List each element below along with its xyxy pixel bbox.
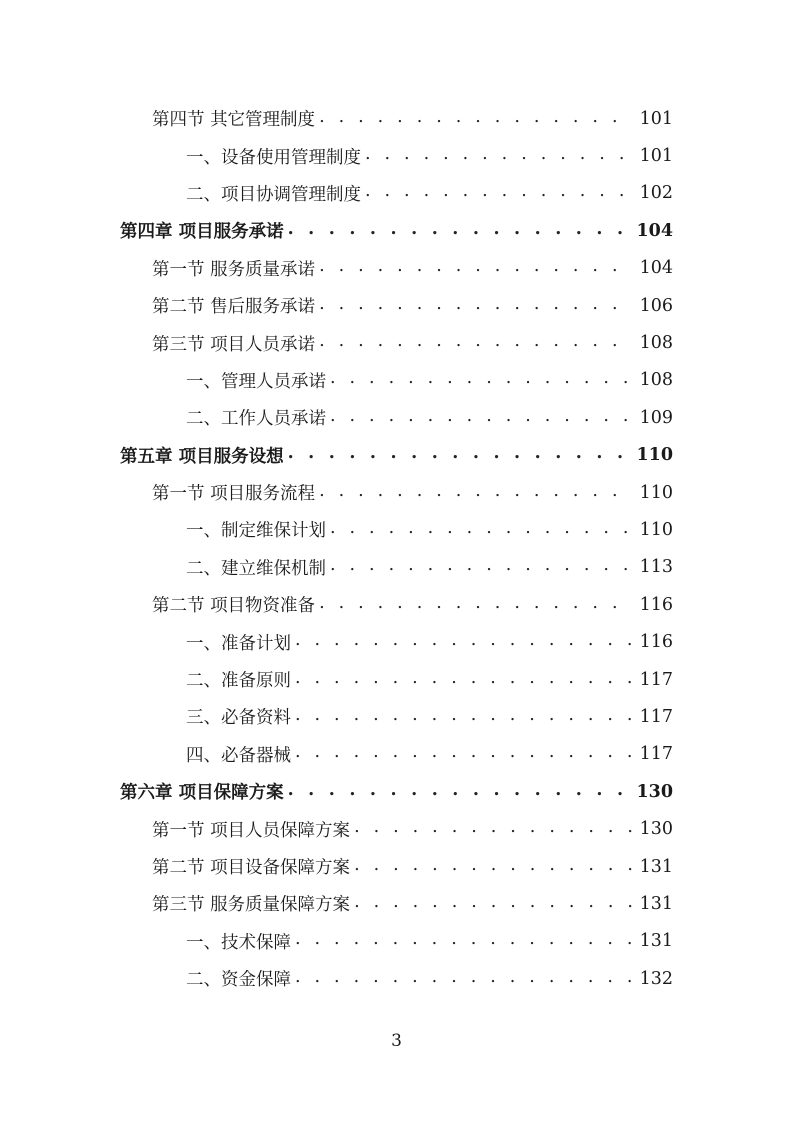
toc-entry-page: 101: [639, 108, 673, 129]
toc-section-entry[interactable]: [0, 100, 793, 137]
toc-entry-page: 117: [639, 669, 673, 690]
toc-entry-title: 一、技术保障: [186, 932, 291, 953]
toc-subsection-entry[interactable]: [0, 661, 793, 698]
toc-entry-title: 第二节 售后服务承诺: [152, 297, 316, 318]
toc-entry-title: 第一节 项目服务流程: [152, 484, 316, 505]
toc-entry-title: 第四节 其它管理制度: [152, 110, 316, 131]
toc-subsection-entry[interactable]: [0, 511, 793, 548]
toc-entry-title: 四、必备器械: [186, 745, 291, 766]
toc-dot-leader: [319, 331, 632, 351]
table-of-contents: [0, 100, 793, 997]
toc-dot-leader: [319, 294, 632, 314]
toc-subsection-entry[interactable]: [0, 623, 793, 660]
toc-entry-title: 二、资金保障: [186, 970, 291, 991]
toc-entry-title: 第一节 服务质量承诺: [152, 259, 316, 280]
toc-entry-page: 132: [639, 968, 673, 989]
toc-dot-leader: [288, 780, 629, 800]
toc-entry-page: 130: [636, 781, 673, 802]
toc-dot-leader: [365, 181, 632, 201]
toc-entry-title: 一、管理人员承诺: [186, 371, 326, 392]
toc-section-entry[interactable]: [0, 810, 793, 847]
toc-dot-leader: [319, 593, 632, 613]
toc-dot-leader: [295, 630, 632, 650]
toc-section-entry[interactable]: [0, 474, 793, 511]
toc-entry-title: 一、设备使用管理制度: [186, 147, 361, 168]
toc-dot-leader: [288, 443, 629, 463]
toc-entry-page: 131: [639, 856, 673, 877]
page-number: 3: [391, 1031, 402, 1051]
toc-entry-page: 116: [639, 632, 673, 653]
toc-entry-title: 第二节 项目物资准备: [152, 596, 316, 617]
toc-dot-leader: [365, 144, 632, 164]
toc-section-entry[interactable]: [0, 848, 793, 885]
toc-entry-title: 二、项目协调管理制度: [186, 184, 361, 205]
toc-entry-page: 117: [639, 744, 673, 765]
toc-entry-title: 二、建立维保机制: [186, 558, 326, 579]
toc-entry-page: 106: [639, 295, 673, 316]
toc-entry-page: 109: [639, 407, 673, 428]
toc-entry-title: 第三节 项目人员承诺: [152, 334, 316, 355]
toc-entry-page: 130: [639, 819, 673, 840]
toc-subsection-entry[interactable]: [0, 736, 793, 773]
toc-entry-title: 三、必备资料: [186, 708, 291, 729]
toc-subsection-entry[interactable]: [0, 175, 793, 212]
toc-dot-leader: [330, 518, 632, 538]
toc-chapter-entry[interactable]: [0, 437, 793, 474]
toc-subsection-entry[interactable]: [0, 549, 793, 586]
toc-entry-page: 113: [639, 557, 673, 578]
toc-entry-page: 108: [639, 333, 673, 354]
toc-entry-page: 116: [639, 594, 673, 615]
toc-entry-title: 一、制定维保计划: [186, 521, 326, 542]
toc-dot-leader: [354, 892, 632, 912]
toc-entry-title: 第二节 项目设备保障方案: [152, 858, 351, 878]
toc-section-entry[interactable]: [0, 586, 793, 623]
toc-dot-leader: [354, 817, 632, 837]
toc-entry-page: 110: [639, 482, 673, 503]
toc-entry-page: 101: [639, 146, 673, 167]
toc-entry-title: 第三节 服务质量保障方案: [152, 895, 351, 916]
toc-entry-title: 第四章 项目服务承诺: [120, 222, 284, 243]
toc-entry-title: 二、准备原则: [186, 671, 291, 692]
toc-entry-page: 104: [636, 220, 673, 241]
toc-entry-page: 102: [639, 183, 673, 204]
toc-dot-leader: [295, 967, 632, 987]
toc-entry-title: 第五章 项目服务设想: [120, 446, 284, 467]
toc-entry-title: 第六章 项目保障方案: [120, 783, 284, 804]
toc-subsection-entry[interactable]: [0, 137, 793, 174]
toc-entry-page: 110: [636, 445, 673, 466]
toc-dot-leader: [354, 855, 632, 875]
toc-section-entry[interactable]: [0, 250, 793, 287]
toc-entry-title: 第一节 项目人员保障方案: [152, 820, 351, 841]
toc-subsection-entry[interactable]: [0, 399, 793, 436]
toc-section-entry[interactable]: [0, 324, 793, 361]
toc-entry-page: 104: [639, 258, 673, 279]
toc-dot-leader: [319, 107, 632, 127]
toc-dot-leader: [319, 481, 632, 501]
toc-entry-title: 一、准备计划: [186, 633, 291, 654]
toc-entry-page: 110: [639, 519, 673, 540]
toc-subsection-entry[interactable]: [0, 960, 793, 997]
toc-dot-leader: [330, 555, 632, 575]
toc-chapter-entry[interactable]: [0, 773, 793, 810]
toc-chapter-entry[interactable]: [0, 212, 793, 249]
toc-subsection-entry[interactable]: [0, 362, 793, 399]
toc-dot-leader: [319, 256, 632, 276]
toc-subsection-entry[interactable]: [0, 923, 793, 960]
toc-dot-leader: [295, 705, 632, 725]
toc-entry-page: 117: [639, 706, 673, 727]
toc-entry-page: 131: [639, 893, 673, 914]
toc-section-entry[interactable]: [0, 287, 793, 324]
toc-entry-page: 108: [639, 370, 673, 391]
toc-dot-leader: [330, 406, 632, 426]
toc-dot-leader: [330, 368, 632, 388]
toc-subsection-entry[interactable]: [0, 698, 793, 735]
toc-dot-leader: [295, 929, 632, 949]
toc-dot-leader: [288, 219, 629, 239]
toc-dot-leader: [295, 742, 632, 762]
toc-dot-leader: [295, 668, 632, 688]
toc-section-entry[interactable]: [0, 885, 793, 922]
toc-entry-title: 二、工作人员承诺: [186, 409, 326, 430]
toc-entry-page: 131: [639, 931, 673, 952]
